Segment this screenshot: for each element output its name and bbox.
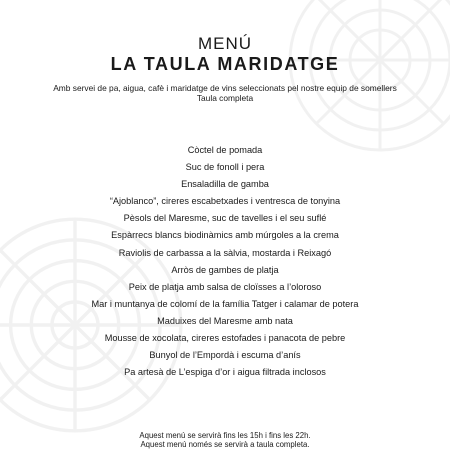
course-item: Arròs de gambes de platja [171,264,279,275]
menu-label: MENÚ [197,34,253,53]
course-item: Raviolis de carbassa a la sàlvia, mostarda i Reixagó [118,247,332,258]
menu-title: LA TAULA MARIDATGE [110,54,340,74]
course-item: Ensaladilla de gamba [181,179,269,190]
course-item: Bunyol de l’Empordà i escuma d’anís [149,350,301,361]
subtitle-line: Amb servei de pa, aigua, cafè i maridatge de vins seleccionats pel nostre equip de somellers [53,83,397,93]
menu-header [0,35,450,74]
course-item: Mousse de xocolata, cireres estofades i panacota de pebre [104,333,346,344]
course-item: Còctel de pomada [187,145,263,155]
footer-line: Aquest menú només se servirà a taula completa. [140,439,310,449]
course-item: Maduixes del Maresme amb nata [157,315,293,326]
ornament-watermark [280,0,450,160]
course-item: Peix de platja amb salsa de cloïsses a l’oloroso [128,281,322,292]
course-item: Pa artesà de L’espiga d’or i aigua filtrada inclosos [124,367,326,378]
footer-line: Aquest menú se servirà fins les 15h i fins les 22h. [139,431,311,440]
menu-footer [0,432,450,449]
menu-subtitle [0,84,450,103]
course-item: “Ajoblanco”, cireres escabetxades i ventresca de tonyina [109,196,341,207]
course-list [0,142,450,381]
course-item: Espàrrecs blancs biodinàmics amb múrgoles a la crema [111,230,339,241]
course-item: Mar i muntanya de colomí de la família Tatger i calamar de potera [91,298,359,309]
subtitle-line: Taula completa [196,92,254,103]
course-item: Pèsols del Maresme, suc de tavelles i el seu suflé [123,213,327,224]
course-item: Suc de fonoll i pera [185,162,265,173]
